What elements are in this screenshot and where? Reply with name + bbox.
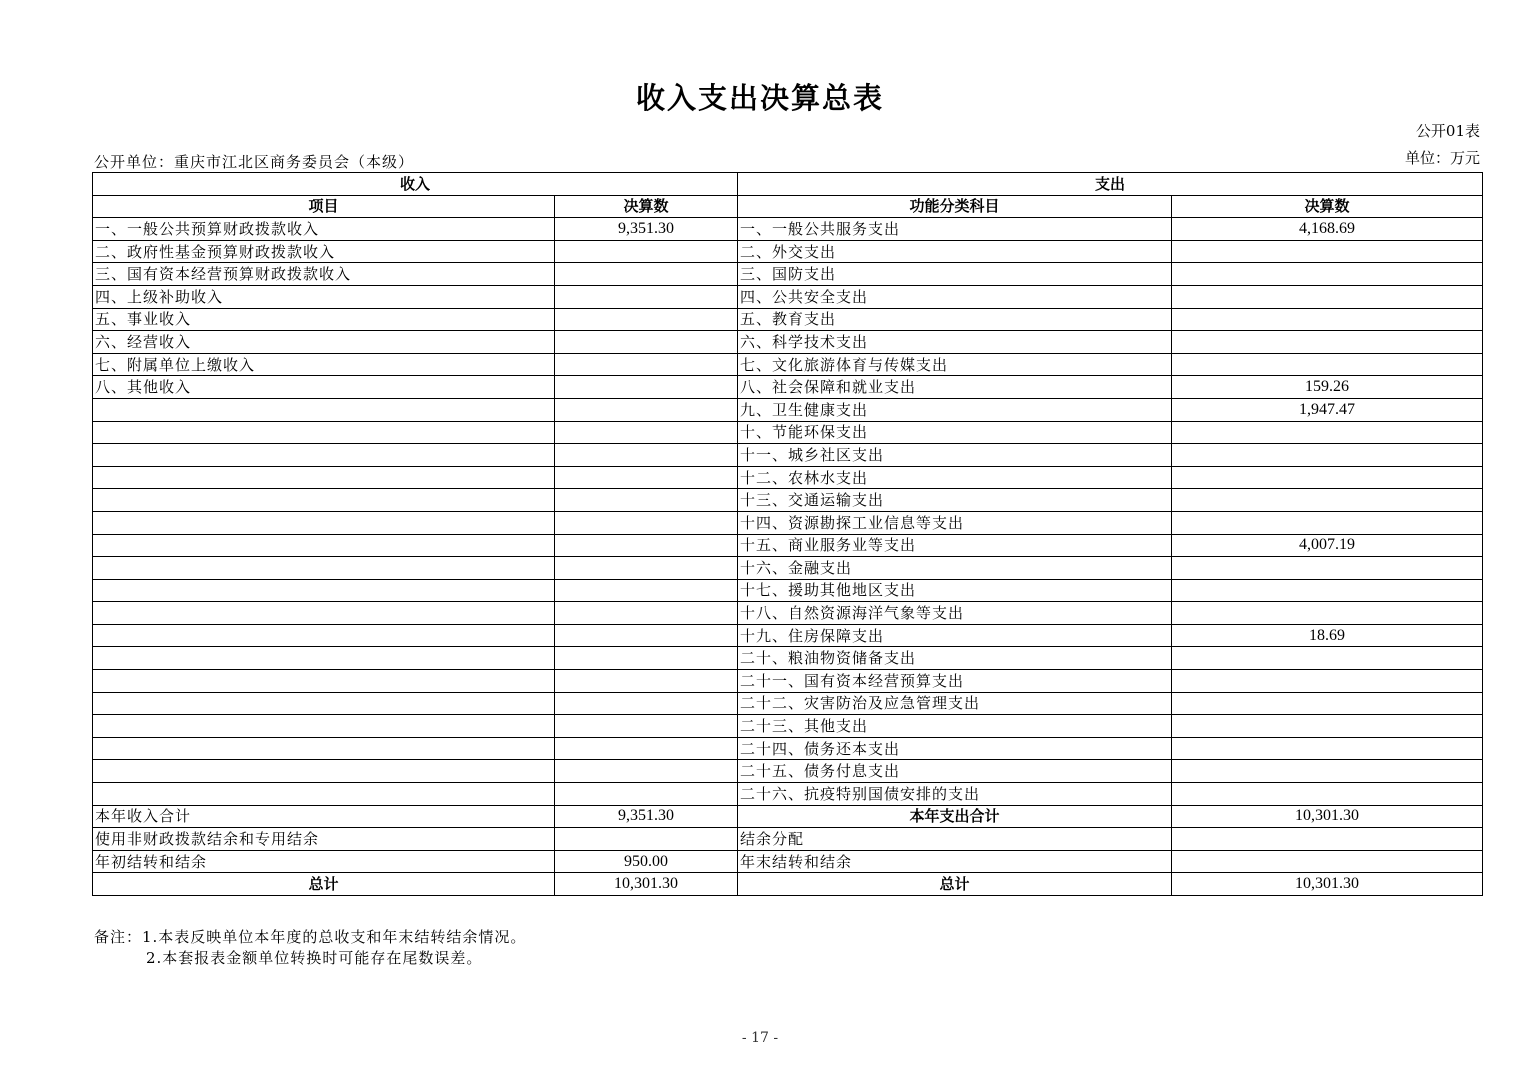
income-item-label	[93, 421, 555, 444]
table-row	[93, 534, 1483, 557]
table-row	[93, 602, 1483, 625]
table-row	[93, 218, 1483, 241]
income-item-label	[93, 624, 555, 647]
table-row	[93, 263, 1483, 286]
expense-item-value	[1172, 602, 1483, 625]
expense-item-label: 二十六、抗疫特别国债安排的支出	[738, 783, 1172, 806]
page-number: - 17 -	[741, 1030, 779, 1046]
expense-item-label: 四、公共安全支出	[738, 285, 1172, 308]
expense-item-value	[1172, 670, 1483, 693]
expense-amount-column-header: 决算数	[1172, 195, 1483, 218]
page-title: 收入支出决算总表	[635, 81, 884, 115]
expense-item-label: 二十五、债务付息支出	[738, 760, 1172, 783]
income-item-value	[555, 670, 738, 693]
expense-item-label: 五、教育支出	[738, 308, 1172, 331]
income-item-label	[93, 670, 555, 693]
table-row	[93, 240, 1483, 263]
table-row	[93, 444, 1483, 467]
income-item-value	[555, 602, 738, 625]
income-item-value	[555, 466, 738, 489]
table-row	[93, 489, 1483, 512]
income-item-label	[93, 647, 555, 670]
expense-item-value	[1172, 285, 1483, 308]
surplus-distribution-label: 结余分配	[738, 828, 1172, 851]
income-item-label: 八、其他收入	[93, 376, 555, 399]
income-amount-column-header: 决算数	[555, 195, 738, 218]
income-item-value	[555, 489, 738, 512]
expense-item-label: 一、一般公共服务支出	[738, 218, 1172, 241]
expense-item-value: 4,007.19	[1172, 534, 1483, 557]
table-row	[93, 579, 1483, 602]
table-row	[93, 308, 1483, 331]
table-row	[93, 692, 1483, 715]
grand-total-expense-value: 10,301.30	[1172, 873, 1483, 896]
non-fiscal-row	[93, 828, 1483, 851]
expense-item-value: 18.69	[1172, 624, 1483, 647]
expense-item-label: 十二、农林水支出	[738, 466, 1172, 489]
note-1: 备注：1.本表反映单位本年度的总收支和年末结转结余情况。	[94, 928, 527, 946]
expense-item-value	[1172, 692, 1483, 715]
income-expense-table	[92, 172, 1483, 896]
expense-item-value	[1172, 760, 1483, 783]
income-item-value	[555, 240, 738, 263]
carryover-row	[93, 850, 1483, 873]
form-number: 公开01表	[1415, 122, 1480, 140]
income-item-value	[555, 579, 738, 602]
table-row	[93, 557, 1483, 580]
table-row	[93, 511, 1483, 534]
beginning-carryover-value: 950.00	[555, 850, 738, 873]
table-row	[93, 737, 1483, 760]
totals-body	[93, 805, 1483, 895]
note-2: 2.本套报表金额单位转换时可能存在尾数误差。	[146, 949, 483, 967]
expense-item-label: 十七、援助其他地区支出	[738, 579, 1172, 602]
expense-item-label: 十四、资源勘探工业信息等支出	[738, 511, 1172, 534]
income-item-label	[93, 692, 555, 715]
expense-item-label: 三、国防支出	[738, 263, 1172, 286]
expense-item-label: 二十一、国有资本经营预算支出	[738, 670, 1172, 693]
expense-item-label: 二十、粮油物资储备支出	[738, 647, 1172, 670]
income-item-value	[555, 760, 738, 783]
income-item-value	[555, 331, 738, 354]
year-income-total-label: 本年收入合计	[93, 805, 555, 828]
income-item-label	[93, 760, 555, 783]
expense-item-value	[1172, 511, 1483, 534]
expense-item-value: 159.26	[1172, 376, 1483, 399]
income-item-label	[93, 783, 555, 806]
income-item-value	[555, 737, 738, 760]
income-item-value	[555, 308, 738, 331]
income-item-label	[93, 398, 555, 421]
income-item-label: 一、一般公共预算财政拨款收入	[93, 218, 555, 241]
income-item-value	[555, 421, 738, 444]
income-item-value	[555, 511, 738, 534]
expense-item-value	[1172, 466, 1483, 489]
table-row	[93, 647, 1483, 670]
income-item-label: 四、上级补助收入	[93, 285, 555, 308]
income-item-value	[555, 647, 738, 670]
table-row	[93, 331, 1483, 354]
expense-item-value	[1172, 353, 1483, 376]
expense-item-label: 二十二、灾害防治及应急管理支出	[738, 692, 1172, 715]
expense-item-value: 1,947.47	[1172, 398, 1483, 421]
table-row	[93, 624, 1483, 647]
beginning-carryover-label: 年初结转和结余	[93, 850, 555, 873]
income-item-label	[93, 511, 555, 534]
income-item-label: 五、事业收入	[93, 308, 555, 331]
income-item-value	[555, 285, 738, 308]
expense-item-value: 4,168.69	[1172, 218, 1483, 241]
reporting-organization: 公开单位：重庆市江北区商务委员会（本级）	[94, 153, 415, 171]
income-item-label: 六、经营收入	[93, 331, 555, 354]
expense-item-value	[1172, 489, 1483, 512]
income-item-label	[93, 489, 555, 512]
expense-item-label: 二十四、债务还本支出	[738, 737, 1172, 760]
table-body	[93, 218, 1483, 805]
non-fiscal-surplus-value	[555, 828, 738, 851]
income-item-label: 七、附属单位上缴收入	[93, 353, 555, 376]
non-fiscal-surplus-label: 使用非财政拨款结余和专用结余	[93, 828, 555, 851]
expense-item-value	[1172, 444, 1483, 467]
expense-item-label: 十一、城乡社区支出	[738, 444, 1172, 467]
expense-item-value	[1172, 240, 1483, 263]
ending-carryover-value	[1172, 850, 1483, 873]
grand-total-income-label: 总计	[93, 873, 555, 896]
income-item-value: 9,351.30	[555, 218, 738, 241]
expense-item-value	[1172, 647, 1483, 670]
expense-item-value	[1172, 331, 1483, 354]
expense-item-value	[1172, 783, 1483, 806]
expense-item-label: 十、节能环保支出	[738, 421, 1172, 444]
year-expense-total-value: 10,301.30	[1172, 805, 1483, 828]
income-item-value	[555, 715, 738, 738]
expense-item-label: 二十三、其他支出	[738, 715, 1172, 738]
expense-item-label: 十三、交通运输支出	[738, 489, 1172, 512]
expense-item-value	[1172, 715, 1483, 738]
income-item-label	[93, 466, 555, 489]
expense-item-value	[1172, 579, 1483, 602]
item-column-header: 项目	[93, 195, 555, 218]
income-item-value	[555, 353, 738, 376]
grand-total-expense-label: 总计	[738, 873, 1172, 896]
table-row	[93, 376, 1483, 399]
expense-item-value	[1172, 737, 1483, 760]
income-item-label: 三、国有资本经营预算财政拨款收入	[93, 263, 555, 286]
year-expense-total-label: 本年支出合计	[738, 805, 1172, 828]
income-item-label	[93, 715, 555, 738]
table-row	[93, 466, 1483, 489]
expense-item-value	[1172, 263, 1483, 286]
income-item-label: 二、政府性基金预算财政拨款收入	[93, 240, 555, 263]
income-item-value	[555, 624, 738, 647]
ending-carryover-label: 年末结转和结余	[738, 850, 1172, 873]
expense-item-label: 十六、金融支出	[738, 557, 1172, 580]
income-item-value	[555, 783, 738, 806]
expense-item-label: 九、卫生健康支出	[738, 398, 1172, 421]
income-item-value	[555, 692, 738, 715]
unit-label: 单位：万元	[1404, 149, 1480, 167]
income-item-value	[555, 444, 738, 467]
table-row	[93, 783, 1483, 806]
expense-item-value	[1172, 421, 1483, 444]
income-item-label	[93, 534, 555, 557]
column-header-row	[93, 195, 1483, 218]
expense-item-label: 二、外交支出	[738, 240, 1172, 263]
income-item-label	[93, 579, 555, 602]
expense-item-label: 七、文化旅游体育与传媒支出	[738, 353, 1172, 376]
section-header-row	[93, 173, 1483, 196]
income-item-value	[555, 398, 738, 421]
income-item-label	[93, 557, 555, 580]
income-item-value	[555, 557, 738, 580]
expense-item-label: 八、社会保障和就业支出	[738, 376, 1172, 399]
income-item-value	[555, 534, 738, 557]
table-row	[93, 398, 1483, 421]
grand-total-income-value: 10,301.30	[555, 873, 738, 896]
table-row	[93, 353, 1483, 376]
income-item-label	[93, 737, 555, 760]
year-total-row	[93, 805, 1483, 828]
notes	[94, 927, 526, 969]
surplus-distribution-value	[1172, 828, 1483, 851]
income-item-value	[555, 263, 738, 286]
expense-item-label: 十八、自然资源海洋气象等支出	[738, 602, 1172, 625]
income-item-value	[555, 376, 738, 399]
function-category-column-header: 功能分类科目	[738, 195, 1172, 218]
table-row	[93, 760, 1483, 783]
table-row	[93, 715, 1483, 738]
expense-item-value	[1172, 557, 1483, 580]
year-income-total-value: 9,351.30	[555, 805, 738, 828]
table-row	[93, 670, 1483, 693]
grand-total-row	[93, 873, 1483, 896]
income-section-header: 收入	[93, 173, 738, 196]
income-item-label	[93, 602, 555, 625]
table-row	[93, 421, 1483, 444]
expense-item-value	[1172, 308, 1483, 331]
income-item-label	[93, 444, 555, 467]
expense-item-label: 六、科学技术支出	[738, 331, 1172, 354]
table-row	[93, 285, 1483, 308]
expense-section-header: 支出	[738, 173, 1483, 196]
expense-item-label: 十五、商业服务业等支出	[738, 534, 1172, 557]
expense-item-label: 十九、住房保障支出	[738, 624, 1172, 647]
